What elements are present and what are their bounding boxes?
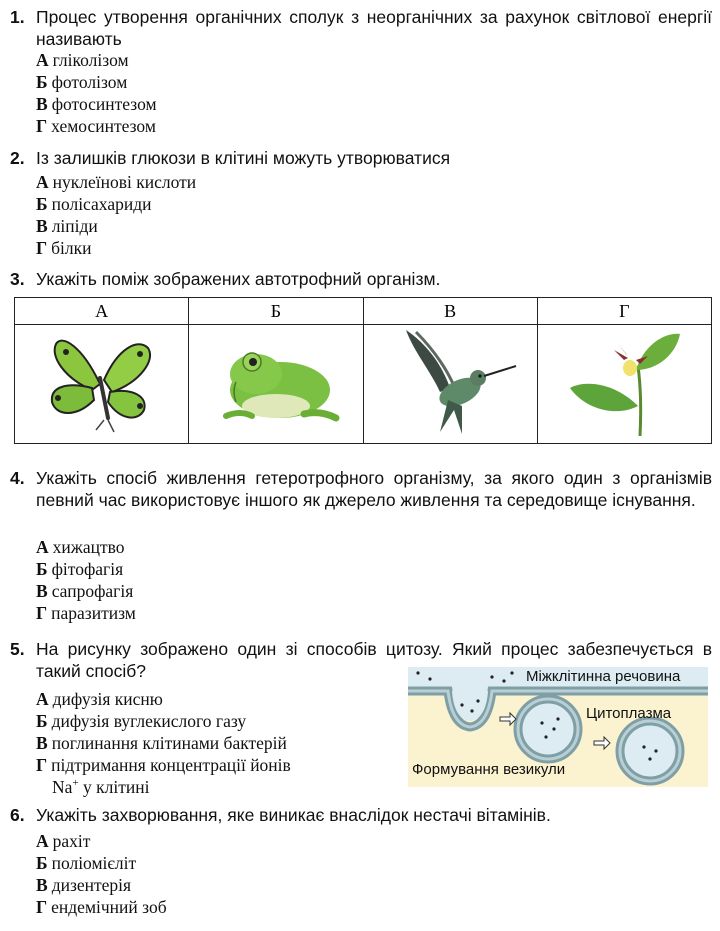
butterfly-image[interactable] <box>15 325 189 444</box>
option[interactable]: В ліпіди <box>36 216 98 236</box>
option[interactable]: Г підтримання концентрації йонів <box>36 755 291 775</box>
organism-table <box>14 297 712 444</box>
column-g-header: Г <box>537 298 711 325</box>
options-1 <box>36 49 157 137</box>
option[interactable]: Б полісахариди <box>36 194 152 214</box>
question-text: На рисунку зображено один зі способів цитозу. Який процес забезпечується в такий спосіб? <box>36 639 712 681</box>
option[interactable]: А рахіт <box>36 831 91 851</box>
options-6 <box>36 830 167 918</box>
option[interactable]: А хижацтво <box>36 537 125 557</box>
option[interactable]: Б дифузія вуглекислого газу <box>36 711 247 731</box>
option[interactable]: Г хемосинтезом <box>36 116 156 136</box>
option[interactable]: Б поліомієліт <box>36 853 137 873</box>
question-text: Укажіть поміж зображених автотрофний організм. <box>36 269 441 289</box>
question-number: 5. <box>10 639 25 659</box>
column-b-header: Б <box>189 298 363 325</box>
label-cytoplasm: Цитоплазма <box>586 705 672 722</box>
hummingbird-icon <box>370 326 530 438</box>
question-text: Укажіть захворювання, яке виникає внаслідок нестачі вітамінів. <box>36 805 551 825</box>
option[interactable]: В фотосинтезом <box>36 94 157 114</box>
question-number: 2. <box>10 148 25 168</box>
orchid-icon <box>544 326 704 438</box>
question-text: Процес утворення органічних сполук з неорганічних за рахунок світлової енергії називають <box>36 7 712 49</box>
options-5 <box>36 688 291 798</box>
option[interactable]: В поглинання клітинами бактерій <box>36 733 287 753</box>
hummingbird-image[interactable] <box>363 325 537 444</box>
endocytosis-diagram <box>408 667 708 787</box>
option[interactable]: А нуклеїнові кислоти <box>36 172 197 192</box>
option[interactable]: Б фітофагія <box>36 559 124 579</box>
label-extracellular: Міжклітинна речовина <box>526 668 681 685</box>
question-text: Із залишків глюкози в клітині можуть утворюватися <box>36 148 451 168</box>
label-vesicle-formation: Формування везикули <box>412 761 566 778</box>
orchid-image[interactable] <box>537 325 711 444</box>
option[interactable]: Г ендемічний зоб <box>36 897 167 917</box>
options-4 <box>36 536 136 624</box>
question-number: 4. <box>10 468 25 488</box>
option[interactable]: Г паразитизм <box>36 603 136 623</box>
option-continuation: Na+ у клітині <box>52 777 150 797</box>
butterfly-icon <box>22 326 182 438</box>
question-number: 3. <box>10 269 25 289</box>
question-number: 1. <box>10 7 25 27</box>
option[interactable]: А дифузія кисню <box>36 689 163 709</box>
column-a-header: А <box>15 298 189 325</box>
option[interactable]: Б фотолізом <box>36 72 128 92</box>
question-number: 6. <box>10 805 25 825</box>
options-2 <box>36 171 196 259</box>
frog-image[interactable] <box>189 325 363 444</box>
option[interactable]: В сапрофагія <box>36 581 134 601</box>
question-text: Укажіть спосіб живлення гетеротрофного організму, за якого один з організмів певний час використовує іншого як джерело живлення та середовище існування. <box>36 468 712 510</box>
column-v-header: В <box>363 298 537 325</box>
option[interactable]: А гліколізом <box>36 50 129 70</box>
frog-icon <box>196 332 356 432</box>
option[interactable]: Г білки <box>36 238 92 258</box>
option[interactable]: В дизентерія <box>36 875 132 895</box>
